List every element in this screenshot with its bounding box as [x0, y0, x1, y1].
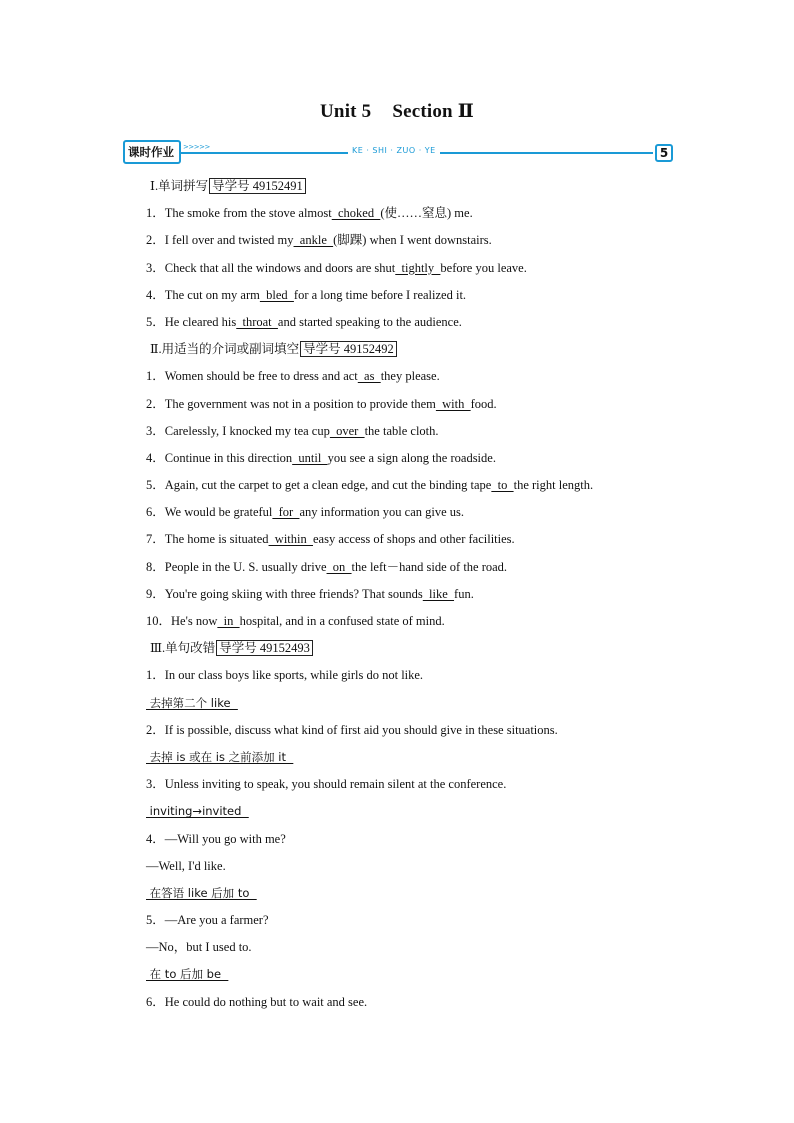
correction-answer: 在答语 like 后加 to — [146, 885, 257, 900]
question-line — [146, 557, 686, 584]
question-text-after: for a long time before I realized it. — [293, 287, 467, 302]
blank-answer: choked — [331, 206, 381, 221]
blank-answer: throat — [236, 314, 278, 329]
blank-answer: bled — [259, 287, 294, 302]
blank-answer: ankle — [293, 233, 334, 248]
question-text-after: they please. — [380, 369, 440, 384]
question-text-after: any information you can give us. — [299, 505, 465, 520]
question-line — [146, 502, 686, 529]
question-line — [146, 366, 686, 393]
question-text-after: (使……窒息) me. — [380, 206, 473, 221]
question-text-after: easy access of shops and other facilities. — [313, 532, 515, 547]
question-text: 8．People in the U. S. usually drive — [146, 559, 327, 574]
blank-answer: like — [422, 586, 455, 601]
question-line — [146, 312, 686, 339]
question-text-after: (脚踝) when I went downstairs. — [333, 233, 492, 248]
question-text: 6．We would be grateful — [146, 505, 273, 520]
question-line — [146, 448, 686, 475]
question-line: —Well, I'd like. — [146, 858, 226, 873]
question-text-after: and started speaking to the audience. — [277, 314, 462, 329]
answer-line — [146, 801, 686, 828]
question-text: 10．He's now — [146, 614, 218, 628]
guide-number: 导学号 49152493 — [216, 640, 313, 656]
blank-answer: within — [268, 532, 313, 547]
question-line — [146, 421, 686, 448]
blank-answer: tightly — [395, 260, 441, 275]
question-line — [146, 203, 686, 230]
question-text-after: the table cloth. — [364, 423, 439, 438]
section-title: Ⅱ.用适当的介词或副词填空 — [150, 342, 300, 357]
question-text-after: you see a sign along the roadside. — [327, 450, 496, 465]
question-line: 1．In our class boys like sports, while girls do not like. — [146, 668, 424, 683]
exercise-content — [146, 176, 686, 1019]
question-text: 4．The cut on my arm — [146, 287, 260, 302]
section-heading — [146, 638, 686, 665]
banner-label: 课时作业 — [123, 140, 181, 164]
blank-answer: to — [491, 478, 514, 493]
guide-number: 导学号 49152491 — [209, 178, 306, 194]
question-text: 2．The government was not in a position to provide them — [146, 396, 436, 411]
question-line — [146, 529, 686, 556]
question-line: 4．—Will you go with me? — [146, 831, 286, 846]
page-title — [0, 100, 794, 123]
question-text: 5．Again, cut the carpet to get a clean edge, and cut the binding tape — [146, 478, 492, 493]
blank-answer: for — [272, 505, 300, 520]
question-line: 5．—Are you a farmer? — [146, 913, 269, 928]
blank-answer: until — [292, 450, 328, 465]
question-text-after: before you leave. — [440, 260, 527, 275]
correction-answer: inviting→invited — [146, 804, 249, 819]
blank-answer: on — [326, 559, 352, 574]
answer-line — [146, 964, 686, 991]
banner-number: 5 — [655, 144, 673, 162]
correction-answer: 去掉第二个 like — [146, 695, 238, 710]
question-text: 3．Check that all the windows and doors are shut — [146, 260, 396, 275]
section-title: Ⅰ.单词拼写 — [150, 179, 209, 193]
blank-answer: in — [217, 614, 240, 628]
section-title: Ⅲ.单句改错 — [150, 641, 216, 656]
section-label: Section Ⅱ — [392, 101, 474, 122]
question-text: 1．Women should be free to dress and act — [146, 369, 358, 384]
answer-line — [146, 693, 686, 720]
question-text: 5．He cleared his — [146, 314, 237, 329]
question-line — [146, 285, 686, 312]
question-line: 3．Unless inviting to speak, you should remain silent at the conference. — [146, 777, 507, 792]
blank-answer: with — [435, 396, 471, 411]
question-line — [146, 584, 686, 611]
guide-number: 导学号 49152492 — [300, 341, 397, 357]
correction-answer: 去掉 is 或在 is 之前添加 it — [146, 749, 294, 764]
question-text: 9．You're going skiing with three friends? That sounds — [146, 586, 423, 601]
question-text: 7．The home is situated — [146, 532, 269, 547]
unit-label: Unit 5 — [320, 101, 372, 122]
banner-arrows-icon: >>>>> — [183, 143, 210, 151]
question-line: —No，but I used to. — [146, 940, 252, 955]
correction-answer: 在 to 后加 be — [146, 967, 229, 982]
answer-line — [146, 747, 686, 774]
question-line: 6．He could do nothing but to wait and see. — [146, 994, 368, 1009]
question-line: 2．If is possible, discuss what kind of first aid you should give in these situations. — [146, 722, 558, 737]
blank-answer: over — [329, 423, 365, 438]
question-line — [146, 611, 686, 638]
question-line — [146, 475, 686, 502]
question-text: 2．I fell over and twisted my — [146, 233, 294, 248]
banner-pinyin: KE · SHI · ZUO · YE — [348, 146, 440, 155]
question-line — [146, 258, 686, 285]
answer-line — [146, 883, 686, 910]
question-text-after: fun. — [454, 586, 474, 601]
blank-answer: as — [357, 369, 381, 384]
homework-banner — [123, 140, 675, 166]
question-text-after: hospital, and in a confused state of mind. — [239, 614, 445, 628]
question-text-after: the left－hand side of the road. — [351, 559, 508, 574]
question-text: 1．The smoke from the stove almost — [146, 206, 332, 221]
question-line — [146, 230, 686, 257]
section-heading — [146, 339, 686, 366]
section-heading — [146, 176, 686, 203]
question-text-after: food. — [470, 396, 497, 411]
question-line — [146, 394, 686, 421]
question-text: 4．Continue in this direction — [146, 450, 293, 465]
question-text: 3．Carelessly, I knocked my tea cup — [146, 423, 330, 438]
question-text-after: the right length. — [513, 478, 594, 493]
